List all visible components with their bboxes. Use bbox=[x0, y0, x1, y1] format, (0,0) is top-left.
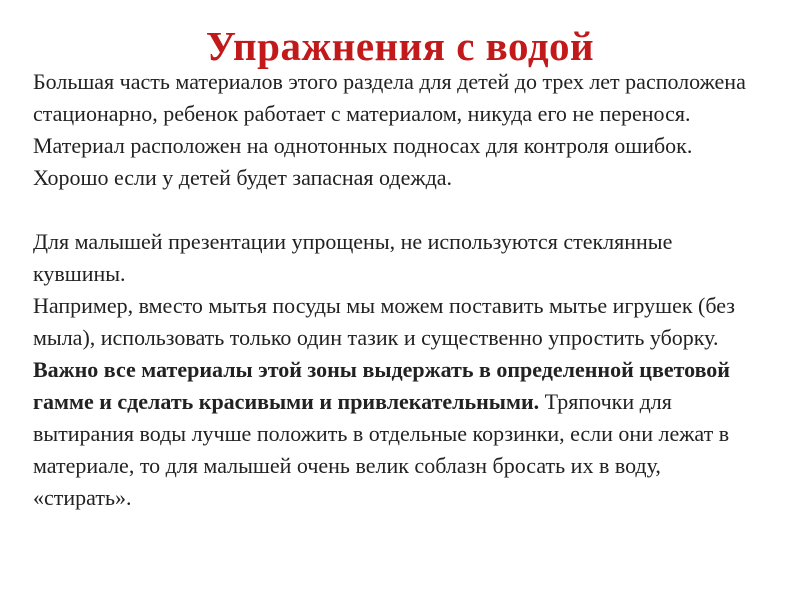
example-text-start: Например, вместо мытья посуды мы можем поставить мытье игрушек (без мыла), использовать только один тазик и существенно упростить уборку. bbox=[33, 293, 735, 350]
paragraph-example bbox=[33, 290, 763, 514]
paragraph-gap bbox=[33, 194, 763, 226]
paragraph-simplified-presentations: Для малышей презентации упрощены, не используются стеклянные кувшины. bbox=[33, 229, 673, 286]
slide-body bbox=[33, 66, 763, 514]
paragraph-materials-placement: Большая часть материалов этого раздела для детей до трех лет расположена стационарно, ребенок работает с материалом, никуда его не перенося. Материал расположен на однотонных подносах для контроля ошибок. Хорошо если у детей будет запасная одежда. bbox=[33, 69, 746, 190]
example-text-end: Тряпочки для вытирания воды лучше положить в отдельные корзинки, если они лежат в материале, то для малышей очень велик соблазн бросать их в воду, «стирать». bbox=[33, 389, 730, 510]
important-note-bold: Важно все материалы этой зоны выдержать в определенной цветовой гамме и сделать красивыми и привлекательными. bbox=[33, 357, 730, 414]
slide-title: Упражнения с водой bbox=[205, 23, 595, 69]
